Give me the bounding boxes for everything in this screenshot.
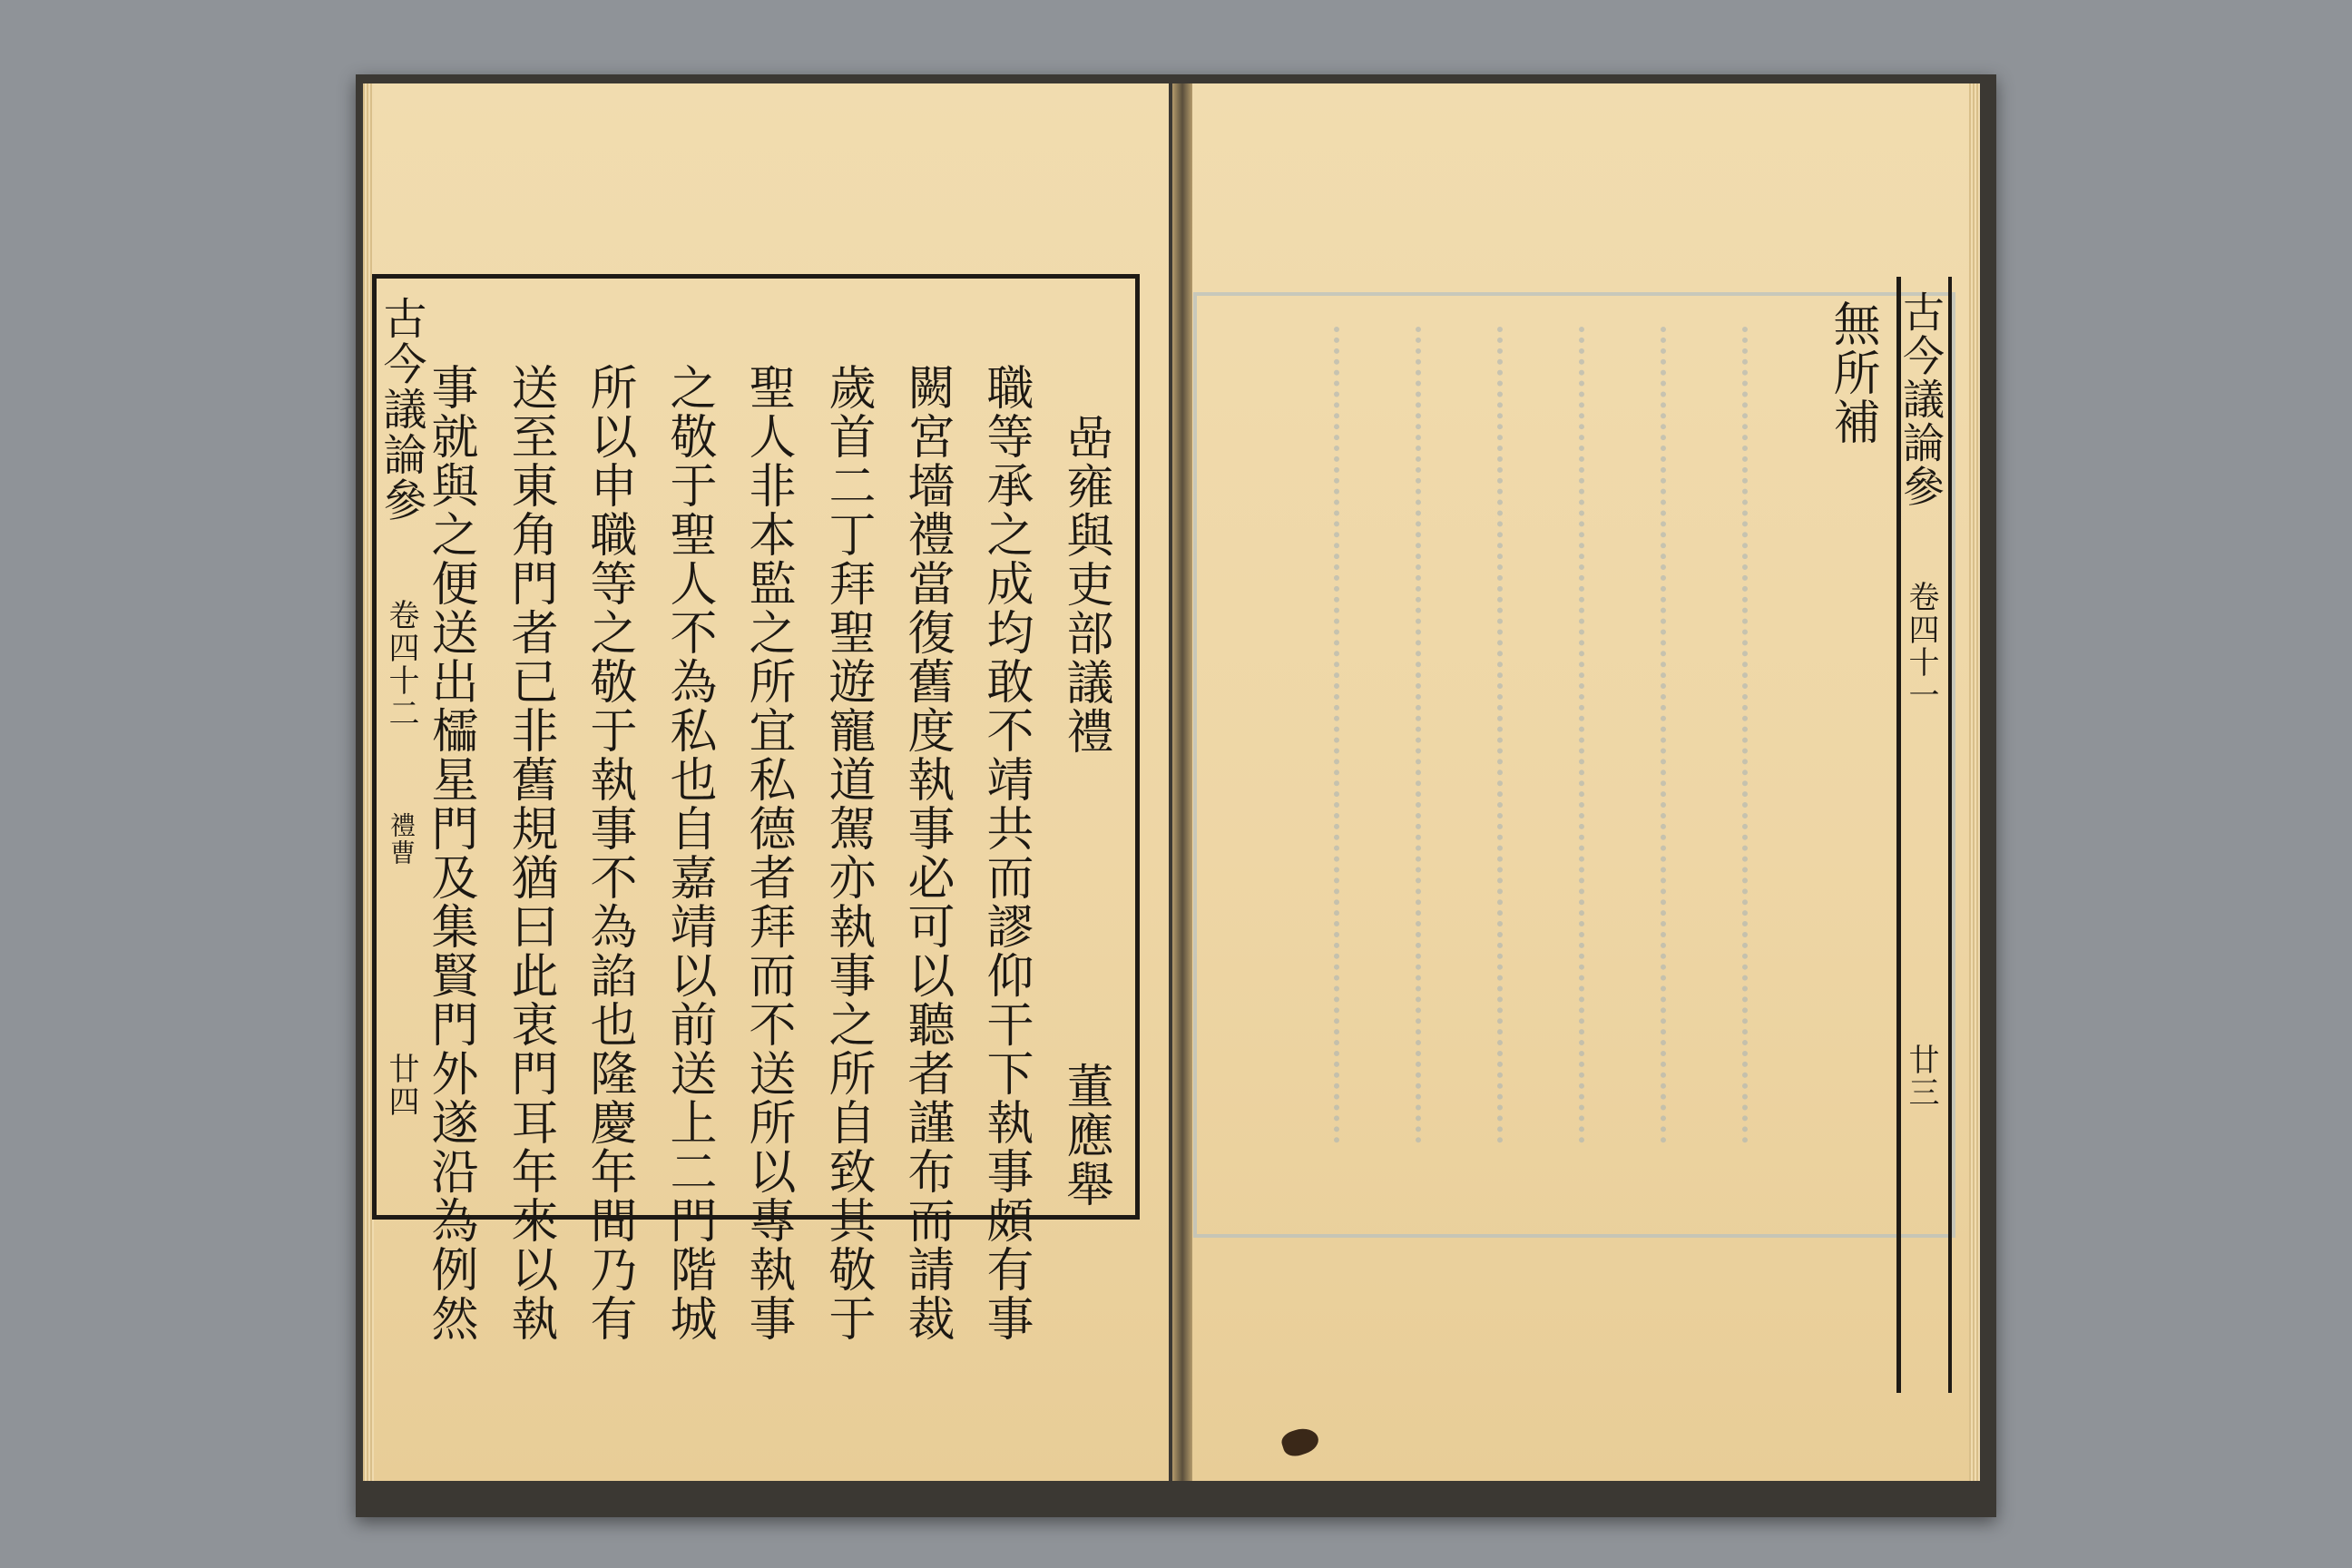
bleed-through <box>1497 327 1539 1143</box>
bleed-through <box>1334 327 1376 1143</box>
author: 董應舉 <box>1058 1062 1112 1209</box>
text-column: 送至東角門者已非舊規猶曰此衷門耳年來以執 <box>503 363 557 1343</box>
margin-folio: 廿三 <box>1903 1044 1939 1109</box>
margin-section: 禮曹 <box>387 812 416 867</box>
bleed-through <box>1742 327 1784 1143</box>
heading: 嵒雍與吏部議禮 <box>1058 413 1112 756</box>
text-column: 闕宮墻禮當復舊度執事必可以聽者謹布而請裁 <box>899 363 954 1343</box>
text-column: 職等承之成均敢不靖共而謬仰干下執事頗有事 <box>978 363 1033 1343</box>
margin-volume: 卷四十一 <box>1903 581 1939 711</box>
text-column: 之敬于聖人不為私也自嘉靖以前送上二門階城 <box>662 363 716 1343</box>
page-edge <box>1969 83 1980 1481</box>
text-column: 事就與之便送出櫺星門及集賢門外遂沿為例然 <box>423 363 477 1343</box>
text-column: 歲首二丁拜聖遊寵道駕亦執事之所自致其敬于 <box>820 363 875 1343</box>
bleed-through <box>1579 327 1621 1143</box>
margin-folio: 廿四 <box>383 1053 419 1118</box>
margin-title: 古今議論參 <box>376 296 426 523</box>
bleed-through <box>1661 327 1702 1143</box>
bleed-through <box>1416 327 1457 1143</box>
text-column: 聖人非本監之所宜私德者拜而不送所以專執事 <box>740 363 795 1343</box>
closing-text: 無所補 <box>1825 299 1879 446</box>
gutter <box>1172 83 1192 1481</box>
text-column: 所以申職等之敬于執事不為諂也隆慶年間乃有 <box>582 363 636 1343</box>
margin-volume: 卷四十二 <box>383 599 419 730</box>
margin-title: 古今議論參 <box>1896 290 1945 508</box>
